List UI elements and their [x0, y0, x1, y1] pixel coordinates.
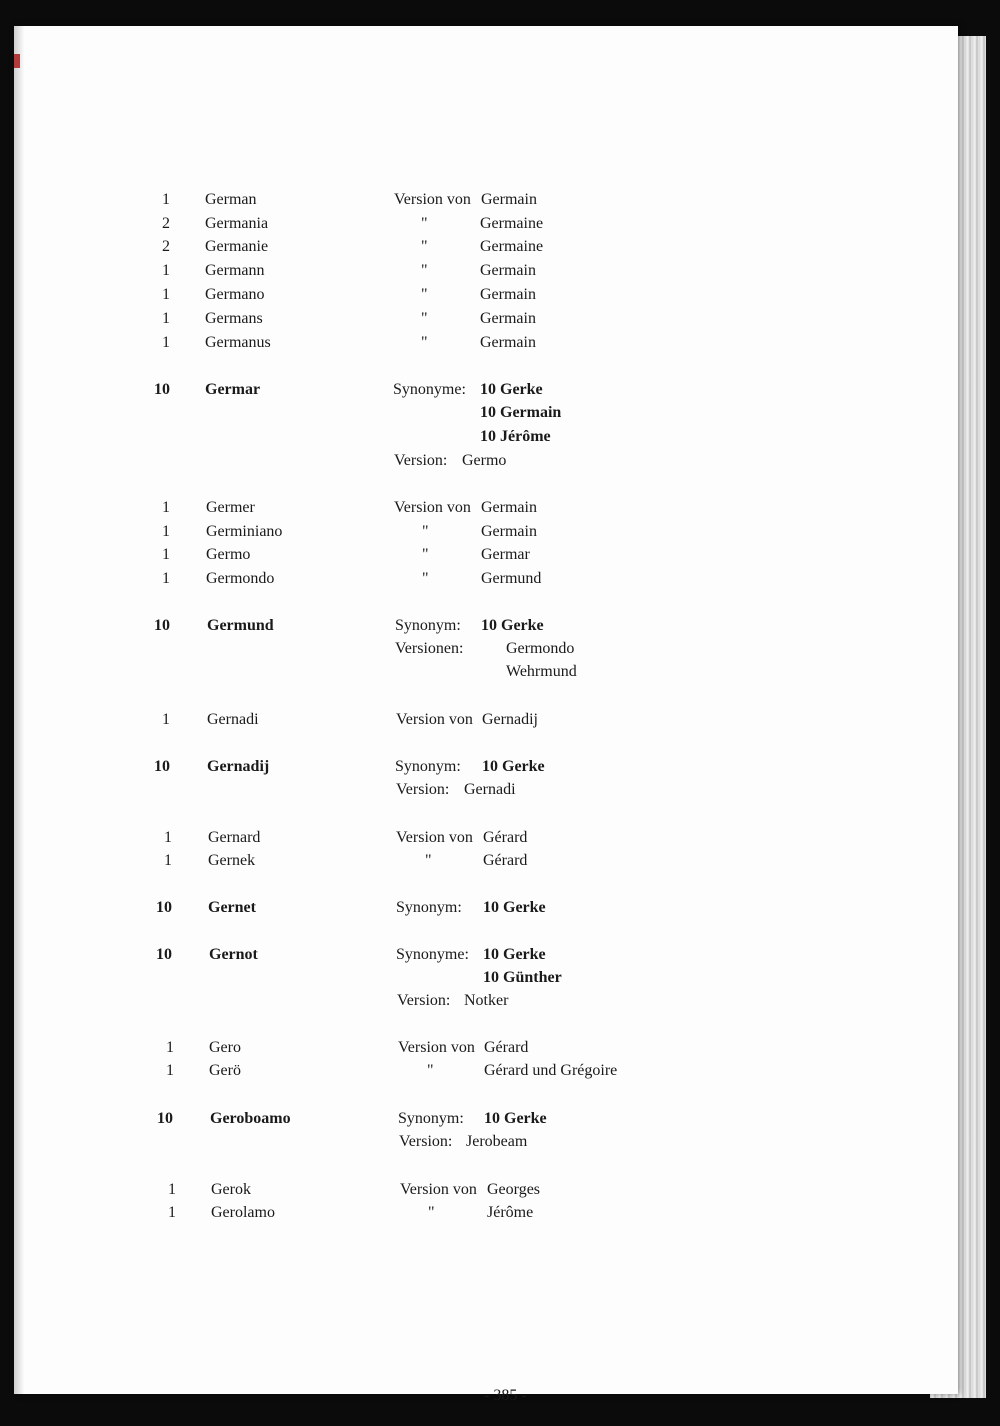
entry-row — [14, 568, 914, 590]
entry-reference: Germondo — [506, 640, 575, 657]
page-number: - 385 - — [484, 1387, 527, 1404]
entry-row — [14, 450, 914, 472]
entry-row — [14, 1108, 914, 1130]
entry-row — [14, 990, 914, 1012]
entry-reference: Notker — [464, 992, 509, 1009]
entry-frequency: 1 — [162, 523, 170, 540]
red-marker — [14, 54, 20, 68]
ditto-mark: " — [422, 546, 429, 563]
entry-reference: 10 Germain — [480, 404, 562, 421]
entry-name: Geroboamo — [210, 1110, 291, 1127]
entry-row — [14, 756, 914, 778]
entry-row — [14, 779, 914, 801]
entry-reference: Jérôme — [487, 1204, 534, 1221]
ditto-mark: " — [421, 262, 428, 279]
entry-name: Germund — [207, 617, 274, 634]
entry-frequency: 1 — [168, 1204, 176, 1221]
entry-name: Germer — [206, 499, 255, 516]
entry-reference: Germain — [481, 191, 537, 208]
entry-row — [14, 944, 914, 966]
entry-relation-label: Synonym: — [395, 617, 461, 634]
entry-reference: Wehrmund — [506, 663, 577, 680]
entry-relation-label: Synonym: — [396, 899, 462, 916]
entry-relation-label: Version von — [394, 499, 471, 516]
entry-reference: Germain — [481, 523, 537, 540]
entry-frequency: 1 — [166, 1039, 174, 1056]
entry-frequency: 1 — [162, 570, 170, 587]
entry-relation-label: Version: — [394, 452, 448, 469]
entry-name: Gero — [209, 1039, 241, 1056]
entry-name: Germar — [205, 381, 261, 398]
entry-name: Gernot — [209, 946, 258, 963]
entry-reference: Germain — [481, 499, 537, 516]
entry-row — [14, 850, 914, 872]
ditto-mark: " — [421, 215, 428, 232]
entry-relation-label: Version von — [398, 1039, 475, 1056]
entry-reference: Germain — [480, 262, 536, 279]
entry-frequency: 1 — [162, 286, 170, 303]
entry-reference: Germain — [480, 334, 536, 351]
entry-reference: 10 Gerke — [483, 946, 546, 963]
entry-name: Germondo — [206, 570, 275, 587]
entry-name: Gernet — [208, 899, 256, 916]
entry-frequency: 1 — [162, 499, 170, 516]
entry-relation-label: Version: — [397, 992, 451, 1009]
entry-row — [14, 521, 914, 543]
entry-reference: Germaine — [480, 215, 544, 232]
entry-reference: Gérard — [483, 829, 528, 846]
entry-name: Germann — [205, 262, 265, 279]
entry-frequency: 10 — [154, 758, 170, 775]
ditto-mark: " — [421, 286, 428, 303]
entry-row — [14, 638, 914, 660]
entry-frequency: 2 — [162, 238, 170, 255]
entry-name: Germo — [206, 546, 251, 563]
entry-frequency: 1 — [162, 310, 170, 327]
entry-reference: Germo — [462, 452, 507, 469]
ditto-mark: " — [421, 310, 428, 327]
entry-row — [14, 284, 914, 306]
entry-frequency: 10 — [154, 381, 170, 398]
entry-frequency: 1 — [164, 829, 172, 846]
entry-name: Gerolamo — [211, 1204, 275, 1221]
entry-row — [14, 1179, 914, 1201]
entry-relation-label: Synonym: — [398, 1110, 464, 1127]
entry-reference: Georges — [487, 1181, 541, 1198]
ditto-mark: " — [421, 334, 428, 351]
entry-reference: Gérard und Grégoire — [484, 1062, 618, 1079]
entry-frequency: 10 — [154, 617, 170, 634]
entry-name: Germanus — [205, 334, 271, 351]
entry-row — [14, 1131, 914, 1153]
entry-relation-label: Synonyme: — [393, 381, 466, 398]
entry-frequency: 1 — [162, 191, 170, 208]
entry-relation-label: Version von — [400, 1181, 477, 1198]
entry-frequency: 1 — [162, 262, 170, 279]
entry-reference: 10 Gerke — [481, 617, 544, 634]
entry-row — [14, 1060, 914, 1082]
entry-relation-label: Version von — [396, 829, 473, 846]
entry-row — [14, 967, 914, 989]
entry-row — [14, 661, 914, 683]
entry-name: Germano — [205, 286, 265, 303]
entry-row — [14, 615, 914, 637]
entry-row — [14, 827, 914, 849]
entry-reference: Gérard — [484, 1039, 529, 1056]
entry-name: Gerok — [211, 1181, 251, 1198]
entry-frequency: 1 — [168, 1181, 176, 1198]
entry-name: Germiniano — [206, 523, 283, 540]
book-page — [14, 26, 958, 1404]
entry-reference: 10 Gerke — [482, 758, 545, 775]
entry-frequency: 10 — [156, 946, 172, 963]
entry-name: Germans — [205, 310, 263, 327]
entry-row — [14, 236, 914, 258]
entry-reference: Germar — [481, 546, 530, 563]
entry-reference: Germund — [481, 570, 542, 587]
entry-reference: Gernadi — [464, 781, 516, 798]
entry-frequency: 1 — [166, 1062, 174, 1079]
entry-frequency: 1 — [164, 852, 172, 869]
entry-relation-label: Versionen: — [395, 640, 464, 657]
entry-row — [14, 1037, 914, 1059]
entry-name: Gerö — [209, 1062, 241, 1079]
entry-relation-label: Synonyme: — [396, 946, 469, 963]
ditto-mark: " — [422, 523, 429, 540]
entry-reference: 10 Jérôme — [480, 428, 551, 445]
entry-name: Gernadij — [207, 758, 270, 775]
entry-reference: 10 Gerke — [480, 381, 543, 398]
entry-row — [14, 402, 914, 424]
entry-row — [14, 897, 914, 919]
entry-reference: Gernadij — [482, 711, 538, 728]
entry-reference: Jerobeam — [466, 1133, 528, 1150]
entry-reference: Gérard — [483, 852, 528, 869]
entry-row — [14, 260, 914, 282]
entry-relation-label: Version: — [399, 1133, 453, 1150]
entry-reference: 10 Gerke — [483, 899, 546, 916]
entry-reference: 10 Günther — [483, 969, 562, 986]
ditto-mark: " — [428, 1204, 435, 1221]
entry-reference: 10 Gerke — [484, 1110, 547, 1127]
entry-relation-label: Synonym: — [395, 758, 461, 775]
entry-name: Gernard — [208, 829, 261, 846]
entry-name: Gernadi — [207, 711, 259, 728]
entry-name: Germanie — [205, 238, 269, 255]
entry-relation-label: Version von — [396, 711, 473, 728]
entry-relation-label: Version von — [394, 191, 471, 208]
entry-frequency: 10 — [157, 1110, 173, 1127]
entry-name: German — [205, 191, 257, 208]
entry-name: Gernek — [208, 852, 256, 869]
entry-frequency: 1 — [162, 711, 170, 728]
entry-row — [14, 379, 914, 401]
entry-reference: Germain — [480, 286, 536, 303]
entry-row — [14, 1202, 914, 1224]
entry-name: Germania — [205, 215, 269, 232]
entry-row — [14, 332, 914, 354]
ditto-mark: " — [422, 570, 429, 587]
entry-frequency: 10 — [156, 899, 172, 916]
entry-row — [14, 426, 914, 448]
entry-row — [14, 544, 914, 566]
entry-row — [14, 189, 914, 211]
ditto-mark: " — [427, 1062, 434, 1079]
entry-row — [14, 709, 914, 731]
entry-frequency: 1 — [162, 334, 170, 351]
ditto-mark: " — [425, 852, 432, 869]
entry-frequency: 2 — [162, 215, 170, 232]
entry-relation-label: Version: — [396, 781, 450, 798]
entry-row — [14, 308, 914, 330]
entry-frequency: 1 — [162, 546, 170, 563]
entry-reference: Germaine — [480, 238, 544, 255]
entry-row — [14, 213, 914, 235]
ditto-mark: " — [421, 238, 428, 255]
entry-reference: Germain — [480, 310, 536, 327]
entry-row — [14, 497, 914, 519]
